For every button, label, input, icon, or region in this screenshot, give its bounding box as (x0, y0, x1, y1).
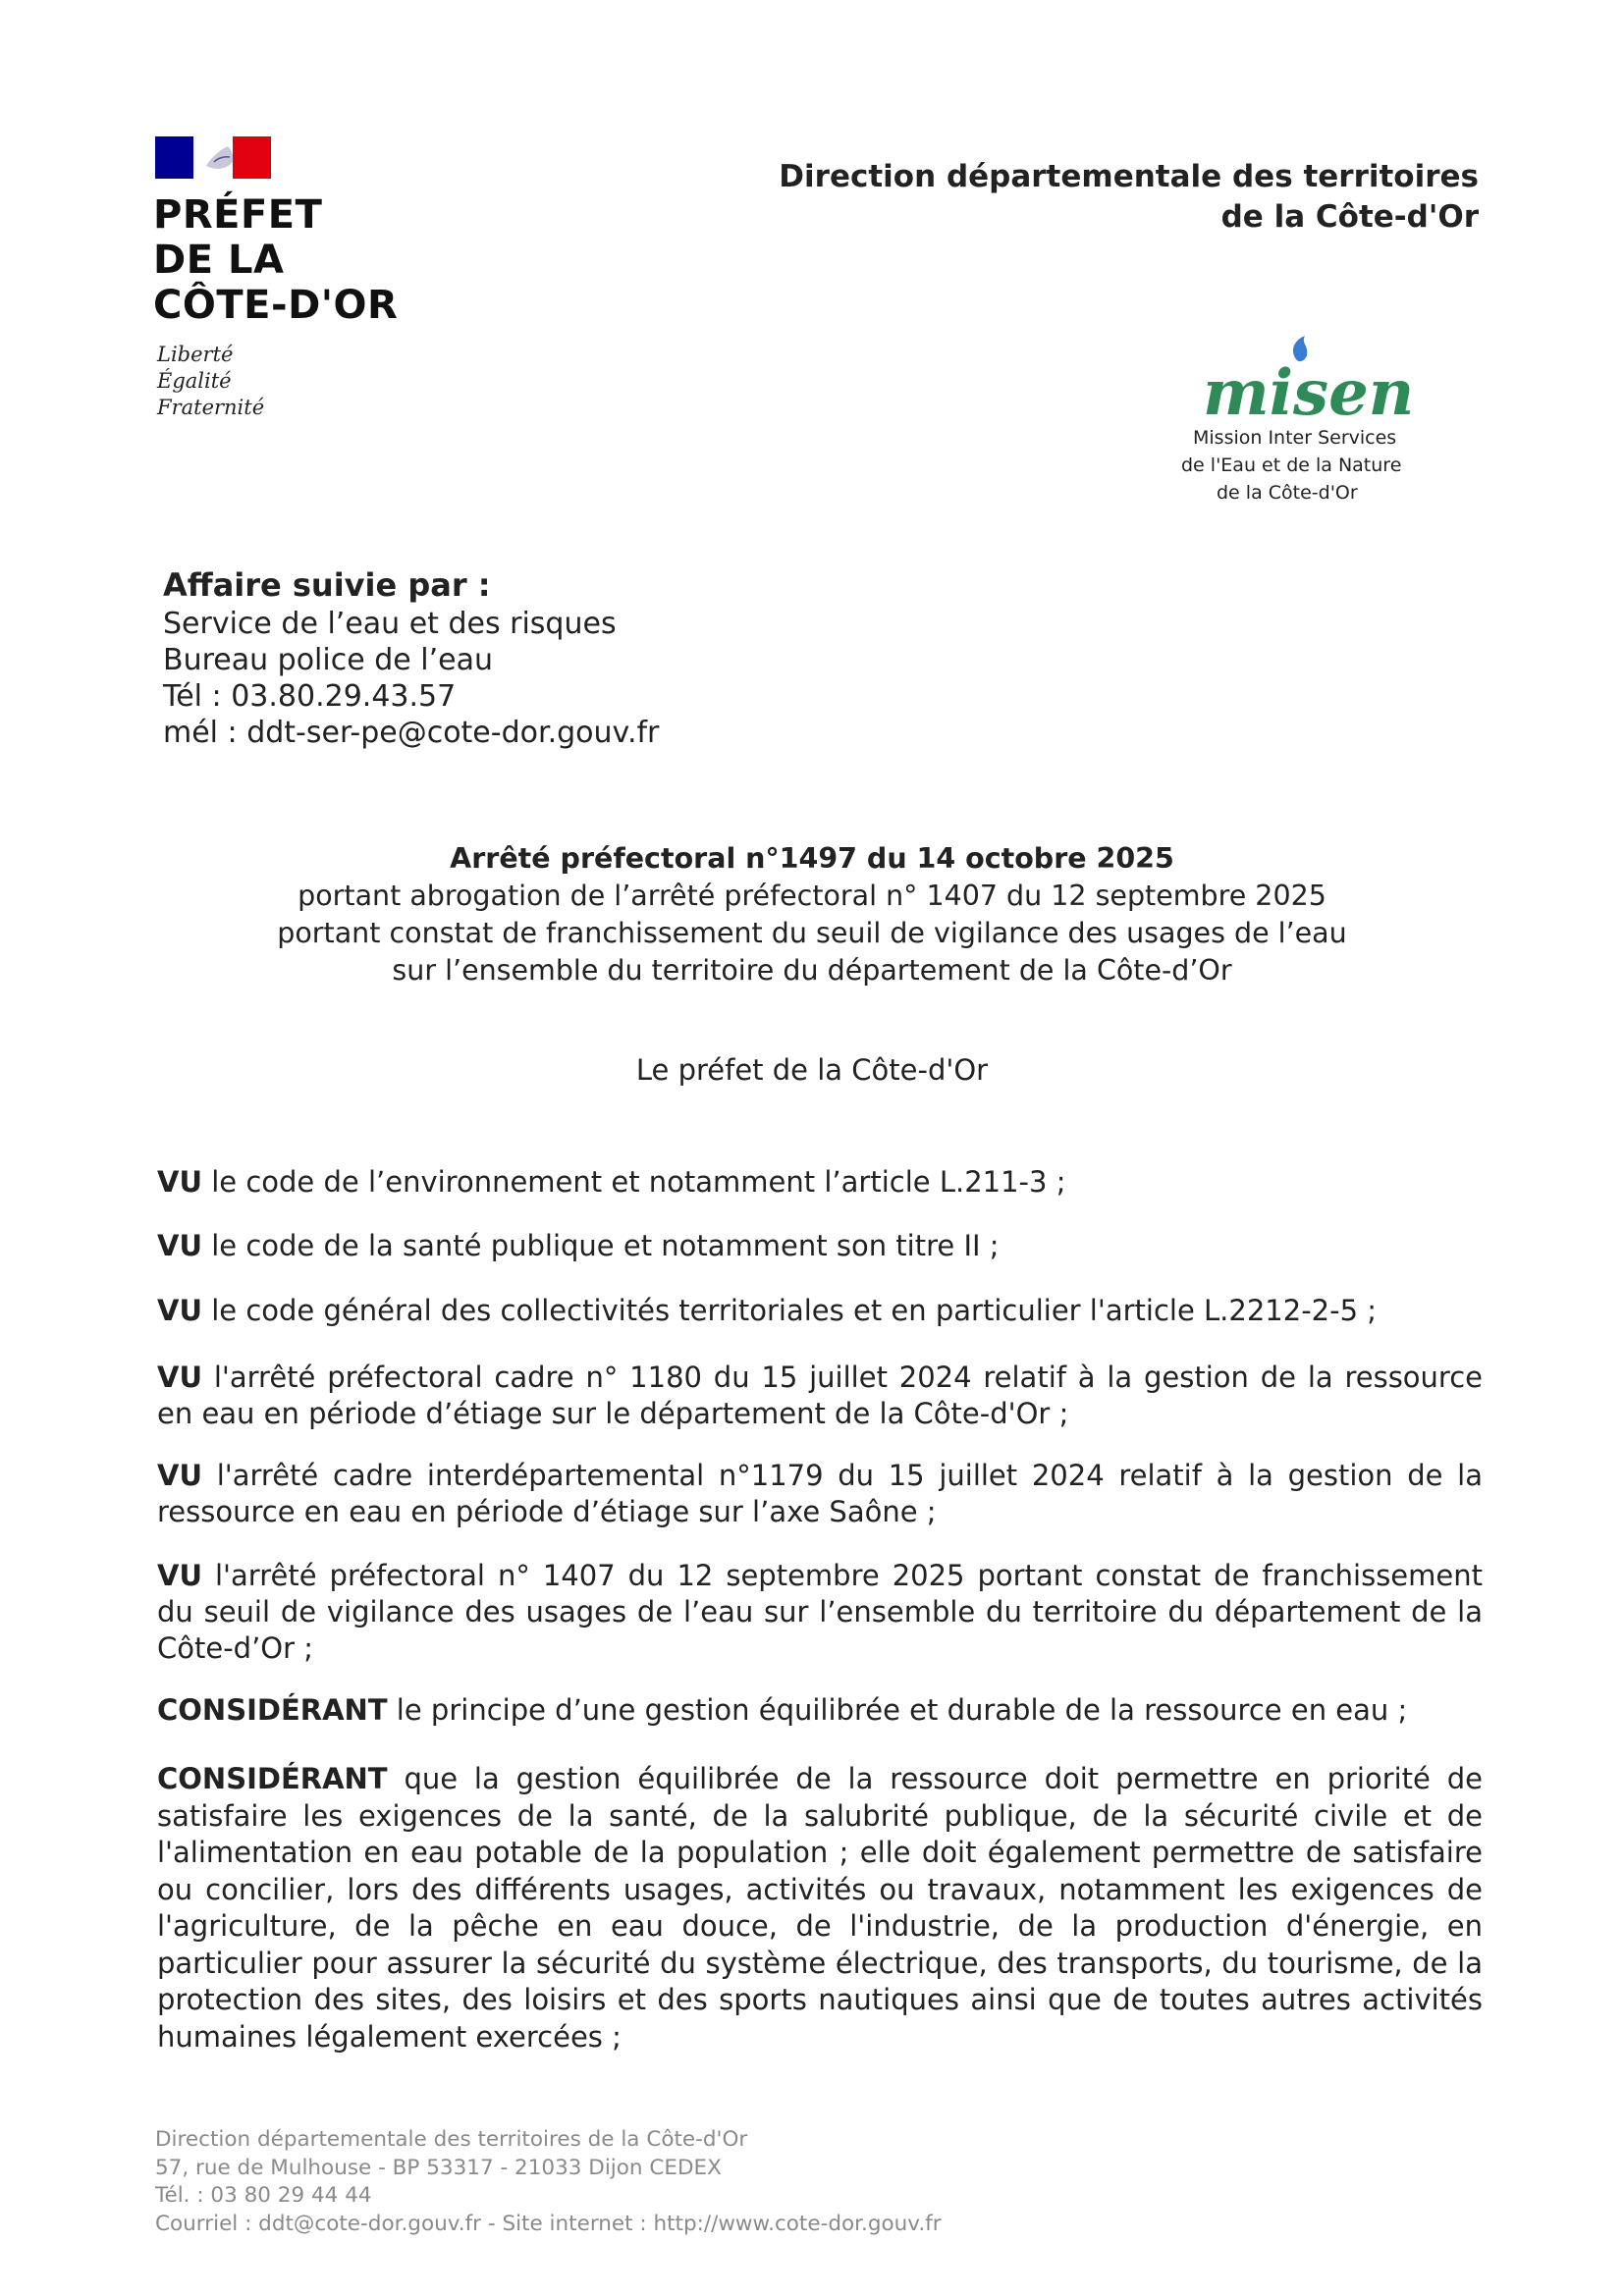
considerant-keyword: CONSIDÉRANT (157, 1693, 388, 1727)
misen-logo (1173, 328, 1488, 514)
visa-paragraph (157, 1558, 1483, 1667)
footer-direction: Direction départementale des territoires de la Côte-d'Or (155, 2127, 748, 2152)
visa-text: l'arrêté préfectoral cadre n° 1180 du 15 juillet 2024 relatif à la gestion de la ressource en eau en période d’étiage sur le département de la Côte-d'Or ; (157, 1361, 1483, 1430)
direction-line-2: de la Côte-d'Or (1220, 199, 1479, 235)
visa-text: l'arrêté préfectoral n° 1407 du 12 septembre 2025 portant constat de franchissement du seuil de vigilance des usages de l’eau sur l’ensemble du territoire du département de la Côte-d’Or ; (157, 1559, 1483, 1665)
footer (155, 2126, 942, 2238)
affaire-suivie-block (163, 567, 659, 751)
visa-keyword: VU (157, 1229, 202, 1262)
considerant-paragraph (157, 1761, 1483, 2056)
visa-keyword: VU (157, 1165, 202, 1199)
misen-line-1: Mission Inter Services (1193, 427, 1397, 449)
visa-text: le code de l’environnement et notamment l’article L.211-3 ; (202, 1165, 1066, 1199)
footer-address: 57, rue de Mulhouse - BP 53317 - 21033 Dijon CEDEX (155, 2155, 722, 2180)
direction-header (779, 157, 1479, 238)
visa-paragraph (157, 1293, 1483, 1329)
prefet-name (153, 192, 398, 328)
affaire-heading: Affaire suivie par : (163, 566, 491, 604)
devise-liberte: Liberté (157, 343, 234, 366)
devise-egalite: Égalité (157, 369, 232, 393)
misen-line-3: de la Côte-d'Or (1217, 482, 1358, 504)
visa-paragraph (157, 1360, 1483, 1432)
prefet-name-line-2: DE LA (153, 238, 285, 283)
visa-keyword: VU (157, 1559, 202, 1592)
arrete-subtitle-2: portant constat de franchissement du seuil de vigilance des usages de l’eau (277, 917, 1347, 949)
prefet-name-line-1: PRÉFET (153, 192, 323, 238)
arrete-title-main: Arrêté préfectoral n°1497 du 14 octobre 2025 (450, 842, 1174, 875)
misen-line-2: de l'Eau et de la Nature (1181, 454, 1402, 476)
considerant-keyword: CONSIDÉRANT (157, 1762, 388, 1795)
footer-phone: Tél. : 03 80 29 44 44 (155, 2183, 372, 2208)
misen-logo-text: misen (1203, 356, 1415, 430)
footer-contact: Courriel : ddt@cote-dor.gouv.fr - Site internet : http://www.cote-dor.gouv.fr (155, 2211, 942, 2236)
visa-paragraph (157, 1458, 1483, 1530)
visa-keyword: VU (157, 1294, 202, 1327)
considerant-text: que la gestion équilibrée de la ressource doit permettre en priorité de satisfaire les exigences de la santé, de la salubrité publique, de la sécurité civile et de l'alimentation en eau potable de la population ; elle doit également permettre de satisfaire ou concilier, lors des différents usages, activités ou travaux, notamment les exigences de l'agriculture, de la pêche en eau douce, de l'industrie, de la production d'énergie, en particulier pour assurer la sécurité du système électrique, des transports, du tourisme, de la protection des sites, des loisirs et des sports nautiques ainsi que de toutes autres activités humaines légalement exercées ; (157, 1762, 1483, 2054)
arrete-title (0, 840, 1624, 989)
visa-keyword: VU (157, 1459, 202, 1492)
direction-line-1: Direction départementale des territoires (779, 159, 1479, 194)
visa-text: le code de la santé publique et notamment son titre II ; (202, 1229, 1000, 1262)
visa-paragraph (157, 1164, 1483, 1201)
visa-text: l'arrêté cadre interdépartemental n°1179 du 15 juillet 2024 relatif à la gestion de la ressource en eau en période d’étiage sur l’axe Saône ; (157, 1459, 1483, 1528)
visa-keyword: VU (157, 1361, 202, 1394)
affaire-bureau: Bureau police de l’eau (163, 643, 493, 677)
affaire-service: Service de l’eau et des risques (163, 607, 617, 641)
visa-text: le code général des collectivités territoriales et en particulier l'article L.2212-2-5 ; (202, 1294, 1378, 1327)
considerant-text: le principe d’une gestion équilibrée et durable de la ressource en eau ; (387, 1693, 1408, 1727)
prefet-name-line-3: CÔTE-D'OR (153, 283, 399, 328)
considerant-paragraph (157, 1692, 1483, 1729)
devise-fraternite: Fraternité (157, 396, 265, 419)
devise (157, 342, 264, 421)
visa-paragraph (157, 1228, 1483, 1264)
prefet-line: Le préfet de la Côte-d'Or (635, 1053, 989, 1087)
affaire-tel: Tél : 03.80.29.43.57 (163, 679, 457, 714)
marianne-flag-logo (155, 136, 271, 179)
affaire-mel: mél : ddt-ser-pe@cote-dor.gouv.fr (163, 716, 660, 750)
arrete-subtitle-1: portant abrogation de l’arrêté préfectoral n° 1407 du 12 septembre 2025 (298, 880, 1326, 912)
arrete-subtitle-3: sur l’ensemble du territoire du département de la Côte-d’Or (392, 954, 1232, 987)
